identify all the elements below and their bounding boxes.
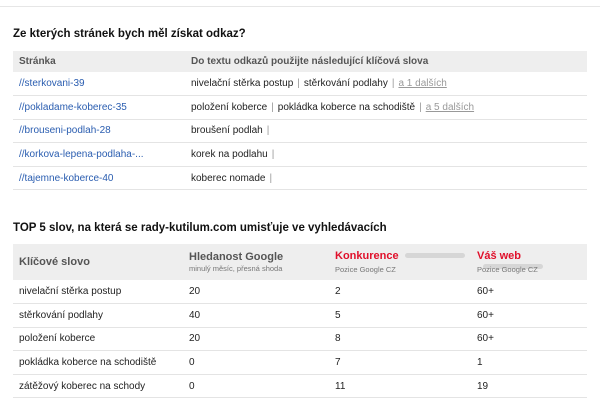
- competition-position-cell: 7: [329, 351, 471, 375]
- your-position-cell: 60+: [471, 304, 587, 328]
- more-keywords-link[interactable]: a 5 dalších: [425, 101, 475, 113]
- search-volume-cell: 0: [183, 351, 329, 375]
- search-volume-cell: 20: [183, 280, 329, 304]
- column-header-search-volume: Hledanost Google minulý měsíc, přesná shoda: [183, 244, 329, 280]
- section-links-heading: Ze kterých stránek bych měl získat odkaz?: [13, 28, 246, 40]
- keyword-cell: položení koberce: [13, 327, 183, 351]
- keyword-text: nivelační stěrka postup: [191, 78, 294, 90]
- keyword-text: koberec nomade: [191, 172, 266, 184]
- keywords-cell: [185, 96, 587, 120]
- keyword-separator: |: [269, 172, 273, 184]
- page-link[interactable]: //sterkovani-39: [13, 72, 185, 96]
- keyword-separator: |: [266, 125, 270, 137]
- keyword-cell: pokládka koberce na schodiště: [13, 351, 183, 375]
- column-header-page: Stránka: [13, 51, 185, 72]
- column-header-your-site: Váš web Pozice Google CZ: [471, 244, 587, 280]
- your-position-cell: 60+: [471, 327, 587, 351]
- keyword-separator: |: [391, 78, 395, 90]
- search-volume-cell: 0: [183, 374, 329, 398]
- keyword-text: položení koberce: [191, 101, 268, 113]
- page-link[interactable]: //korkova-lepena-podlaha-...: [13, 143, 185, 167]
- page-link[interactable]: //brouseni-podlah-28: [13, 119, 185, 143]
- search-volume-cell: 40: [183, 304, 329, 328]
- your-site-label: Váš web: [477, 251, 581, 264]
- keyword-separator: |: [271, 101, 274, 113]
- keyword-separator: |: [419, 101, 422, 113]
- keywords-cell: [185, 143, 587, 167]
- top5-table: [13, 244, 587, 398]
- your-position-cell: 60+: [471, 280, 587, 304]
- top5-table-header: [13, 244, 587, 280]
- column-header-keyword: Klíčové slovo: [13, 244, 183, 280]
- keyword-cell: zátěžový koberec na schody: [13, 374, 183, 398]
- page-link[interactable]: //tajemne-koberce-40: [13, 166, 185, 190]
- column-header-competition: Konkurence Pozice Google CZ: [329, 244, 471, 280]
- more-keywords-link[interactable]: a 1 dalších: [398, 78, 447, 90]
- competition-position-cell: 2: [329, 280, 471, 304]
- column-header-keywords: Do textu odkazů použijte následující klíčová slova: [185, 51, 587, 72]
- search-volume-cell: 20: [183, 327, 329, 351]
- links-table-row: [13, 143, 587, 167]
- links-table-row: [13, 119, 587, 143]
- keyword-cell: stěrkování podlahy: [13, 304, 183, 328]
- links-table-row: [13, 72, 587, 96]
- links-table-row: [13, 96, 587, 120]
- page-link[interactable]: //pokladame-koberec-35: [13, 96, 185, 120]
- keyword-text: korek na podlahu: [191, 149, 268, 161]
- competition-position-cell: 5: [329, 304, 471, 328]
- your-position-cell: 1: [471, 351, 587, 375]
- keywords-cell: [185, 72, 587, 96]
- keyword-text: pokládka koberce na schodiště: [277, 101, 416, 113]
- section-top5-heading: TOP 5 slov, na která se rady-kutilum.com umisťuje ve vyhledávacích: [13, 222, 387, 234]
- keyword-separator: |: [271, 149, 275, 161]
- links-table-header: [13, 51, 587, 72]
- links-table: [13, 51, 587, 190]
- top5-table-row: [13, 304, 587, 328]
- keywords-cell: [185, 119, 587, 143]
- your-position-cell: 19: [471, 374, 587, 398]
- top-divider: [0, 6, 600, 7]
- keyword-text: broušení podlah: [191, 125, 263, 137]
- blurred-competitor-name: [405, 253, 465, 258]
- keyword-cell: nivelační stěrka postup: [13, 280, 183, 304]
- competition-position-cell: 8: [329, 327, 471, 351]
- top5-table-row: [13, 351, 587, 375]
- links-table-row: [13, 166, 587, 190]
- keyword-separator: |: [297, 78, 300, 90]
- top5-table-row: [13, 280, 587, 304]
- competition-position-cell: 11: [329, 374, 471, 398]
- top5-table-row: [13, 374, 587, 398]
- keyword-text: stěrkování podlahy: [303, 78, 388, 90]
- top5-table-row: [13, 327, 587, 351]
- keywords-cell: [185, 166, 587, 190]
- competition-label: Konkurence: [335, 251, 465, 264]
